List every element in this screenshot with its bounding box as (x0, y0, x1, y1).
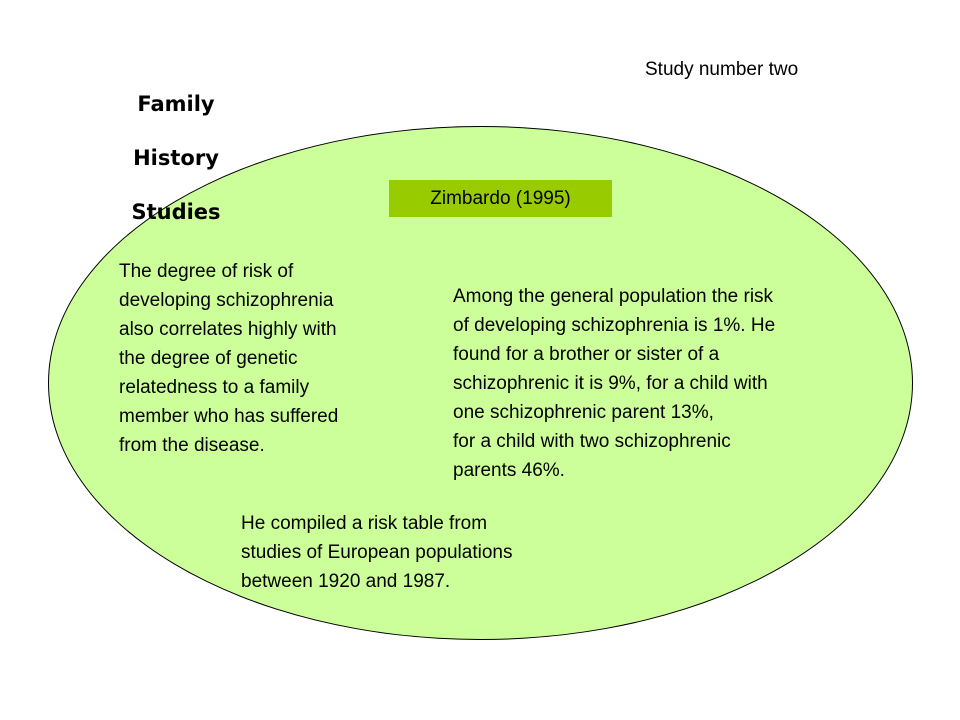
section-title-line: Family (137, 92, 215, 116)
text-line: one schizophrenic parent 13%, (453, 402, 714, 423)
section-title-line: History (133, 146, 219, 170)
text-line: schizophrenic it is 9%, for a child with (453, 373, 768, 394)
risk-statistics-text (453, 282, 873, 485)
author-citation-box: Zimbardo (1995) (389, 180, 612, 217)
risk-table-text (241, 509, 601, 596)
section-title (100, 64, 252, 253)
text-line: developing schizophrenia (119, 290, 334, 311)
text-line: member who has suffered (119, 406, 339, 427)
section-title-line: Studies (131, 200, 221, 224)
text-line: the degree of genetic (119, 348, 298, 369)
text-line: between 1920 and 1987. (241, 571, 451, 592)
study-number-label: Study number two (645, 59, 799, 80)
text-line: for a child with two schizophrenic (453, 431, 731, 452)
text-line: studies of European populations (241, 542, 513, 563)
text-line: He compiled a risk table from (241, 513, 488, 534)
text-line: Among the general population the risk (453, 286, 774, 307)
text-line: also correlates highly with (119, 319, 337, 340)
text-line: relatedness to a family (119, 377, 310, 398)
text-line: from the disease. (119, 435, 265, 456)
text-line: The degree of risk of (119, 261, 294, 282)
text-line: of developing schizophrenia is 1%. He (453, 315, 776, 336)
text-line: parents 46%. (453, 460, 565, 481)
text-line: found for a brother or sister of a (453, 344, 720, 365)
risk-correlation-text (119, 257, 419, 460)
